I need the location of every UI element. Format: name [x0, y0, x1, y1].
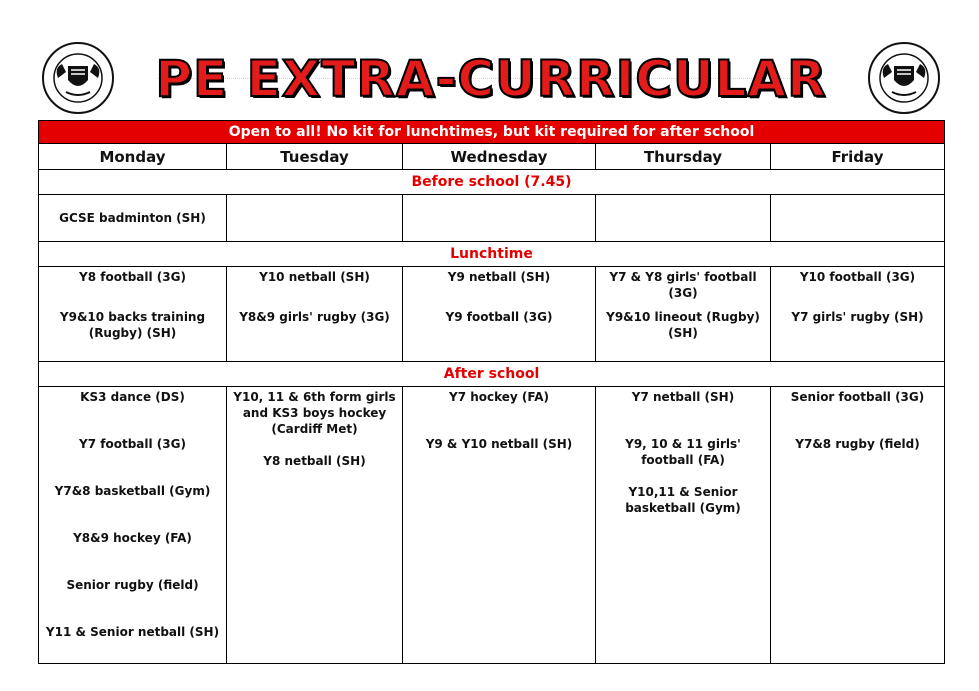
activity-entry: Y7 football (3G): [79, 437, 186, 451]
activity-entry: Y7 girls' rugby (SH): [791, 310, 924, 324]
section-title-before: Before school (7.45): [39, 170, 945, 195]
page-header: [38, 38, 944, 120]
before-monday: GCSE badminton (SH): [39, 195, 227, 242]
after-tuesday: [227, 387, 403, 664]
before-friday: [771, 195, 945, 242]
after-thursday: [596, 387, 771, 664]
day-header-row: [39, 144, 945, 170]
lunch-tuesday: [227, 267, 403, 362]
activity-entry: Y9 & Y10 netball (SH): [425, 437, 573, 451]
activity-entry: KS3 dance (DS): [80, 390, 185, 404]
section-lunchtime: [39, 242, 945, 267]
activity-entry: Y7&8 rugby (field): [795, 437, 920, 451]
before-wednesday: [403, 195, 596, 242]
lunch-friday: [771, 267, 945, 362]
day-header-friday: Friday: [771, 144, 945, 170]
activity-entry: Y10 netball (SH): [259, 270, 370, 284]
section-title-lunch: Lunchtime: [39, 242, 945, 267]
section-before-school: [39, 170, 945, 195]
activity-entry: Y7 hockey (FA): [449, 390, 549, 404]
activity-entry: Y10,11 & Senior basketball (Gym): [625, 485, 741, 515]
section-title-after: After school: [39, 362, 945, 387]
before-thursday: [596, 195, 771, 242]
lunchtime-row: [39, 267, 945, 362]
school-crest-logo: [40, 40, 116, 116]
info-banner: [39, 121, 945, 144]
activity-entry: Senior rugby (field): [66, 578, 199, 592]
after-monday: [39, 387, 227, 664]
activity-entry: Y9, 10 & 11 girls' football (FA): [625, 437, 741, 467]
day-header-wednesday: Wednesday: [403, 144, 596, 170]
activity-entry: Y11 & Senior netball (SH): [45, 625, 220, 639]
day-header-thursday: Thursday: [596, 144, 771, 170]
activity-entry: Y10, 11 & 6th form girls and KS3 boys hockey (Cardiff Met): [233, 390, 396, 436]
activity-entry: Y9 football (3G): [445, 310, 553, 324]
after-friday: [771, 387, 945, 664]
lunch-thursday: [596, 267, 771, 362]
after-wednesday: [403, 387, 596, 664]
activity-entry: Y9 netball (SH): [447, 270, 551, 284]
after-school-row: [39, 387, 945, 664]
before-tuesday: [227, 195, 403, 242]
activity-entry: Y8 netball (SH): [263, 454, 366, 468]
activity-entry: Senior football (3G): [790, 390, 925, 404]
before-school-row: [39, 195, 945, 242]
activity-entry: Y10 football (3G): [799, 270, 916, 284]
activity-entry: Y8&9 girls' rugby (3G): [239, 310, 390, 324]
activity-entry: Y9&10 backs training (Rugby) (SH): [59, 310, 206, 340]
lunch-monday: [39, 267, 227, 362]
activity-entry: Y7 & Y8 girls' football (3G): [609, 270, 757, 300]
info-banner-text: Open to all! No kit for lunchtimes, but kit required for after school: [39, 121, 945, 144]
lunch-wednesday: [403, 267, 596, 362]
page-title: PE EXTRA-CURRICULAR: [155, 50, 827, 108]
section-after-school: [39, 362, 945, 387]
day-header-tuesday: Tuesday: [227, 144, 403, 170]
activity-entry: Y9&10 lineout (Rugby) (SH): [606, 310, 760, 340]
timetable: [38, 120, 945, 664]
activity-entry: Y7 netball (SH): [631, 390, 735, 404]
day-header-monday: Monday: [39, 144, 227, 170]
school-crest-logo-right: [866, 40, 942, 116]
activity-entry: Y8 football (3G): [79, 270, 186, 284]
activity-entry: Y8&9 hockey (FA): [73, 531, 192, 545]
activity-entry: Y7&8 basketball (Gym): [54, 484, 211, 498]
